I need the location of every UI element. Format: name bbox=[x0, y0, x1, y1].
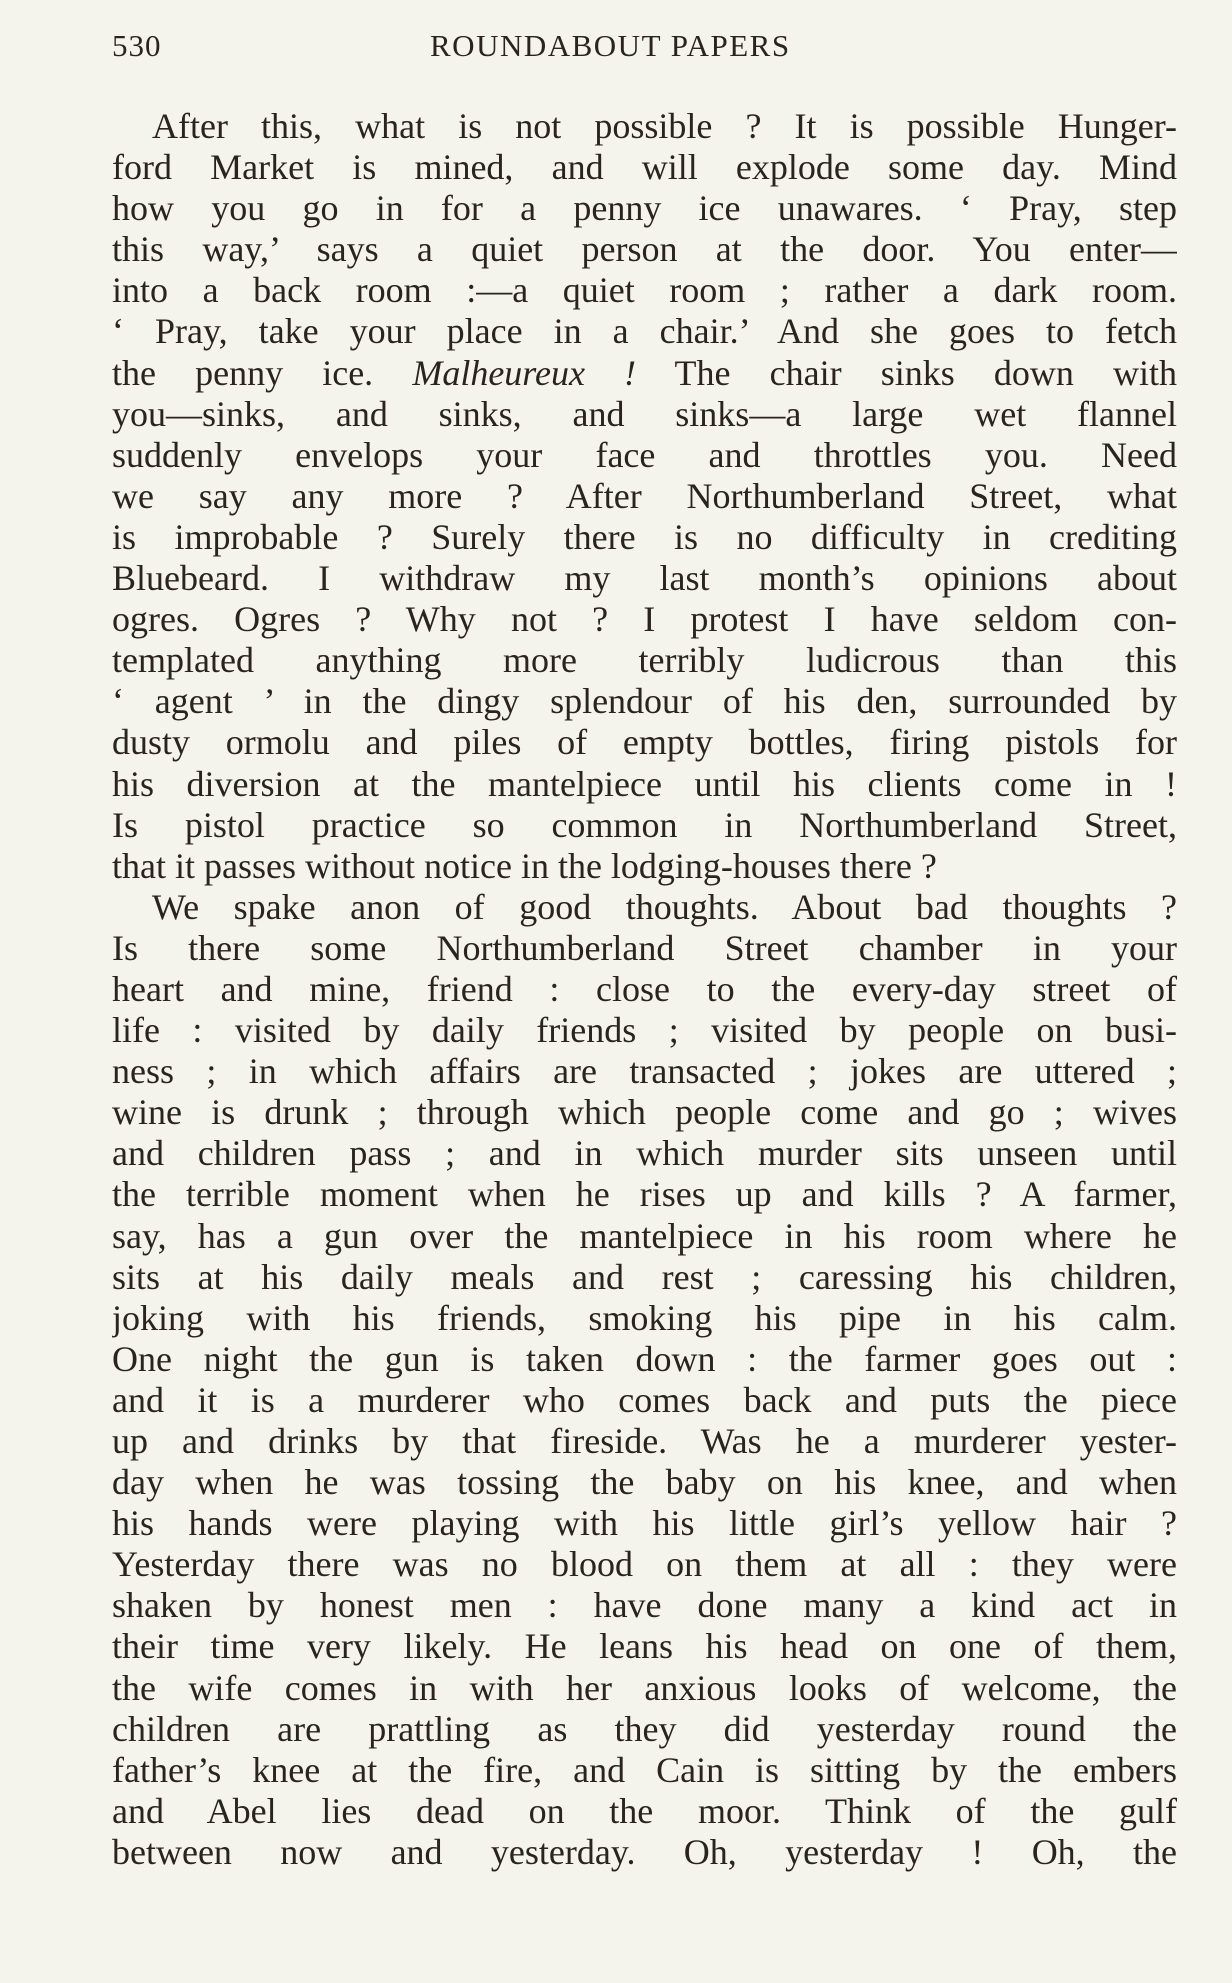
text-line: suddenly envelops your face and throttles you. Need bbox=[112, 434, 1177, 475]
text-segment: the penny ice. bbox=[112, 352, 413, 393]
text-line: heart and mine, friend : close to the every-day street of bbox=[112, 968, 1177, 1009]
text-line: Bluebeard. I withdraw my last month’s opinions about bbox=[112, 558, 1177, 599]
text-line: his diversion at the mantelpiece until his clients come in ! bbox=[112, 763, 1177, 804]
text-line: joking with his friends, smoking his pipe in his calm. bbox=[112, 1297, 1177, 1338]
text-line: shaken by honest men : have done many a kind act in bbox=[112, 1585, 1177, 1626]
text-line: Is there some Northumberland Street chamber in your bbox=[112, 927, 1177, 968]
running-title: ROUNDABOUT PAPERS bbox=[430, 28, 791, 63]
text-line: his hands were playing with his little girl’s yellow hair ? bbox=[112, 1503, 1177, 1544]
text-line: We spake anon of good thoughts. About bad thoughts ? bbox=[152, 886, 1177, 927]
text-line: Yesterday there was no blood on them at all : they were bbox=[112, 1544, 1177, 1585]
text-line: templated anything more terribly ludicrous than this bbox=[112, 640, 1177, 681]
text-line: day when he was tossing the baby on his knee, and when bbox=[112, 1462, 1177, 1503]
text-line: we say any more ? After Northumberland Street, what bbox=[112, 475, 1177, 516]
text-line: dusty ormolu and piles of empty bottles, firing pistols for bbox=[112, 722, 1177, 763]
text-line: ‘ Pray, take your place in a chair.’ And she goes to fetch bbox=[112, 311, 1177, 352]
text-line: ford Market is mined, and will explode some day. Mind bbox=[112, 147, 1177, 188]
text-line: and children pass ; and in which murder sits unseen until bbox=[112, 1133, 1177, 1174]
text-line: their time very likely. He leans his head on one of them, bbox=[112, 1626, 1177, 1667]
text-segment: The chair sinks down with bbox=[636, 352, 1177, 393]
text-line: sits at his daily meals and rest ; caressing his children, bbox=[112, 1256, 1177, 1297]
text-line: children are prattling as they did yesterday round the bbox=[112, 1708, 1177, 1749]
text-line: is improbable ? Surely there is no difficulty in crediting bbox=[112, 516, 1177, 557]
text-line: the wife comes in with her anxious looks of welcome, the bbox=[112, 1667, 1177, 1708]
text-line: ‘ agent ’ in the dingy splendour of his den, surrounded by bbox=[112, 681, 1177, 722]
text-line: Is pistol practice so common in Northumberland Street, bbox=[112, 804, 1177, 845]
text-line: One night the gun is taken down : the farmer goes out : bbox=[112, 1338, 1177, 1379]
text-line: say, has a gun over the mantelpiece in his room where he bbox=[112, 1215, 1177, 1256]
text-line: how you go in for a penny ice unawares. ‘ Pray, step bbox=[112, 188, 1177, 229]
italic-phrase: Malheureux ! bbox=[412, 352, 637, 393]
text-line: father’s knee at the fire, and Cain is sitting by the embers bbox=[112, 1749, 1177, 1790]
page-number: 530 bbox=[112, 28, 162, 63]
text-line: wine is drunk ; through which people come and go ; wives bbox=[112, 1092, 1177, 1133]
text-line: After this, what is not possible ? It is possible Hunger- bbox=[152, 106, 1177, 146]
body-text bbox=[112, 106, 1177, 1873]
text-line: up and drinks by that fireside. Was he a murderer yester- bbox=[112, 1421, 1177, 1461]
text-line: life : visited by daily friends ; visited by people on busi- bbox=[112, 1010, 1177, 1051]
text-line: ogres. Ogres ? Why not ? I protest I have seldom con- bbox=[112, 599, 1177, 640]
text-line: between now and yesterday. Oh, yesterday ! Oh, the bbox=[112, 1831, 1177, 1872]
text-line: and it is a murderer who comes back and puts the piece bbox=[112, 1379, 1177, 1420]
text-line: this way,’ says a quiet person at the door. You enter— bbox=[112, 229, 1177, 270]
text-line: that it passes without notice in the lodging-houses there ? bbox=[112, 845, 937, 886]
text-line: and Abel lies dead on the moor. Think of the gulf bbox=[112, 1790, 1177, 1831]
page-header bbox=[112, 28, 1177, 72]
text-line: the terrible moment when he rises up and kills ? A farmer, bbox=[112, 1174, 1177, 1215]
text-line: into a back room :—a quiet room ; rather a dark room. bbox=[112, 270, 1177, 311]
text-line: ness ; in which affairs are transacted ; jokes are uttered ; bbox=[112, 1051, 1177, 1092]
text-line: you—sinks, and sinks, and sinks—a large wet flannel bbox=[112, 393, 1177, 434]
text-line bbox=[112, 353, 1177, 394]
